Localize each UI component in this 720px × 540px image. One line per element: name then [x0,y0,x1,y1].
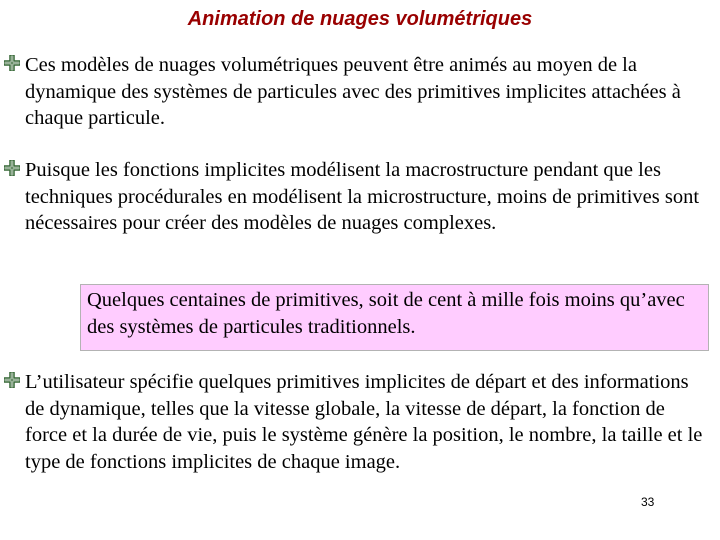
cross-bullet-icon [4,55,20,71]
bullet-text: Ces modèles de nuages volumétriques peuvent être animés au moyen de la dynamique des systèmes de particules avec des primitives implicites attachées à chaque particule. [25,54,681,129]
cross-bullet-icon [4,160,20,176]
bullet-text: L’utilisateur spécifie quelques primitives implicites de départ et des informations de dynamique, telles que la vitesse globale, la vitesse de départ, la fonction de force et la durée de vie, puis le système génère la position, le nombre, la taille et le type de fonctions implicites de chaque image. [25,371,703,473]
cross-bullet-icon [4,372,20,388]
bullet-text: Puisque les fonctions implicites modélisent la macrostructure pendant que les techniques procédurales en modélisent la microstructure, moins de primitives sont nécessaires pour créer des modèles de nuages complexes. [25,159,700,234]
highlight-box: Quelques centaines de primitives, soit de cent à mille fois moins qu’avec des systèmes de particules traditionnels. [80,284,709,351]
bullet-item [4,369,704,475]
bullet-item [4,157,704,237]
page-number: 33 [641,495,655,509]
slide-title: Animation de nuages volumétriques [187,8,533,30]
bullet-item [4,52,704,132]
